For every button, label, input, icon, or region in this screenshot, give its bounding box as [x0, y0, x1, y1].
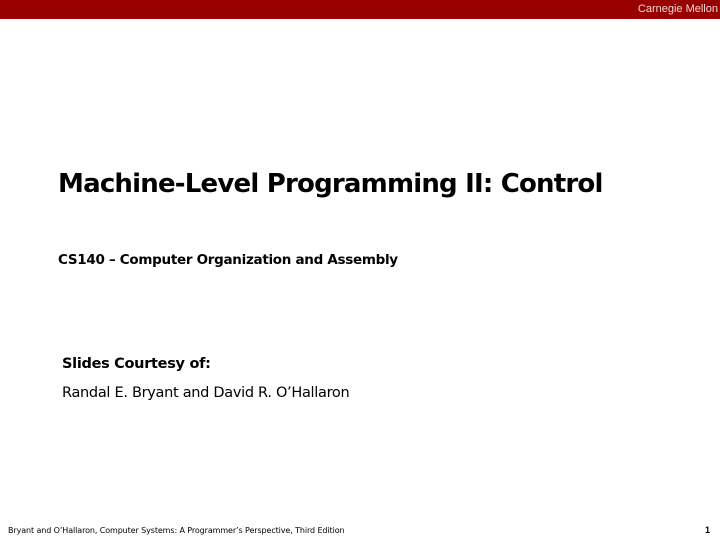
- page-number: 1: [704, 525, 710, 535]
- courtesy-names: Randal E. Bryant and David R. O’Hallaron: [62, 385, 350, 401]
- brand-label: Carnegie Mellon: [637, 3, 718, 15]
- slide-subtitle: CS140 – Computer Organization and Assembly: [58, 252, 398, 268]
- header-bar: [0, 0, 720, 19]
- slide-title: Machine-Level Programming II: Control: [58, 169, 603, 199]
- footer-citation: Bryant and O’Hallaron, Computer Systems: A Programmer’s Perspective, Third Edition: [8, 526, 345, 535]
- courtesy-label: Slides Courtesy of:: [62, 356, 211, 372]
